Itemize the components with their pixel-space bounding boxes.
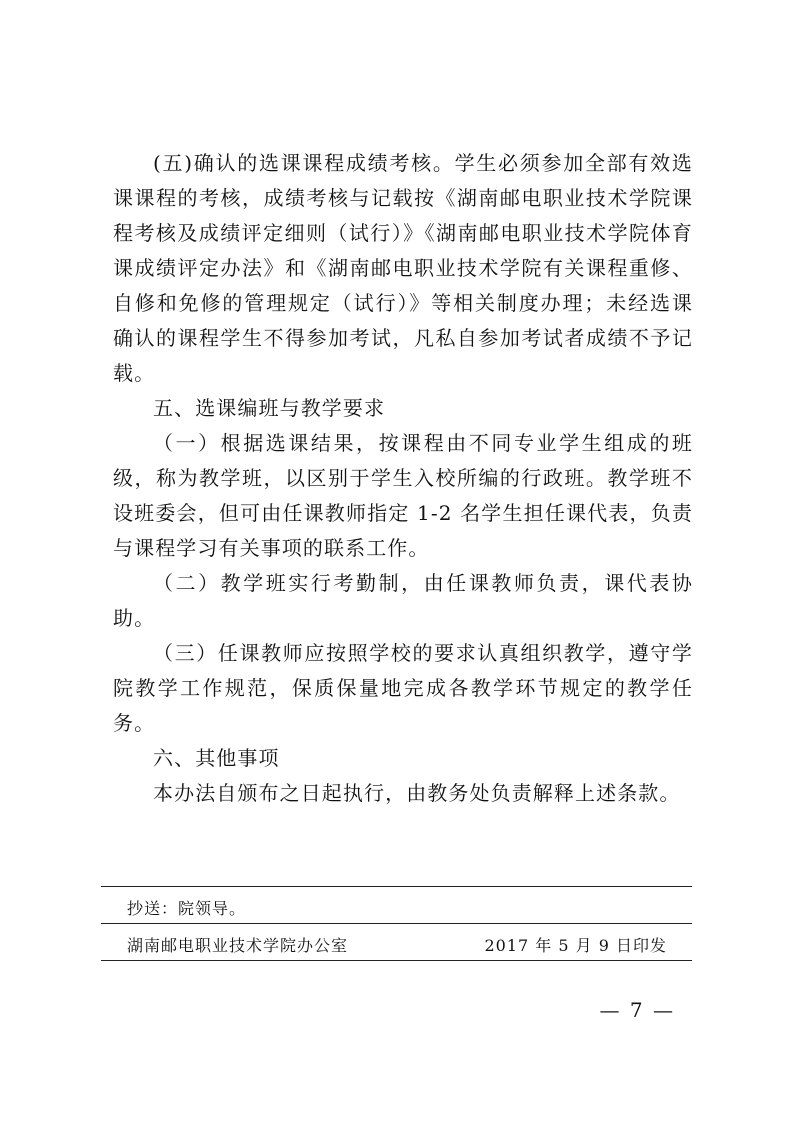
paragraph-teaching-class: （一）根据选课结果，按课程由不同专业学生组成的班级，称为教学班，以区别于学生入校所编的行政班。教学班不设班委会，但可由任课教师指定 1-2 名学生担任课代表，负责与课程学习有关事项的联系工作。 [113,431,693,560]
footer-bottom-rule [101,960,692,961]
paragraph-teacher-requirements: （三）任课教师应按照学校的要求认真组织教学，遵守学院教学工作规范，保质保量地完成各教学环节规定的教学任务。 [113,641,693,735]
paragraph-grade-assessment: (五)确认的选课课程成绩考核。学生必须参加全部有效选课课程的考核，成绩考核与记载按《湖南邮电职业技术学院课程考核及成绩评定细则（试行）》《湖南邮电职业技术学院体育课成绩评定办法》和《湖南邮电职业技术学院有关课程重修、自修和免修的管理规定（试行）》等相关制度办理；未经选课确认的课程学生不得参加考试，凡私自参加考试者成绩不予记载。 [113,151,693,385]
page-number: — 7 — [599,998,675,1022]
issue-date: 2017 年 5 月 9 日印发 [484,936,667,955]
issuing-office: 湖南邮电职业技术学院办公室 [127,936,349,955]
footer-middle-rule [101,923,692,924]
footer-top-rule [101,886,692,887]
cc-recipients: 抄送：院领导。 [127,899,247,918]
paragraph-effective-date: 本办法自颁布之日起执行，由教务处负责解释上述条款。 [153,781,681,805]
section-heading-other-matters: 六、其他事项 [153,746,280,770]
paragraph-attendance: （二）教学班实行考勤制，由任课教师负责，课代表协助。 [113,571,693,630]
document-body [113,146,693,811]
section-heading-class-formation: 五、选课编班与教学要求 [153,396,386,420]
